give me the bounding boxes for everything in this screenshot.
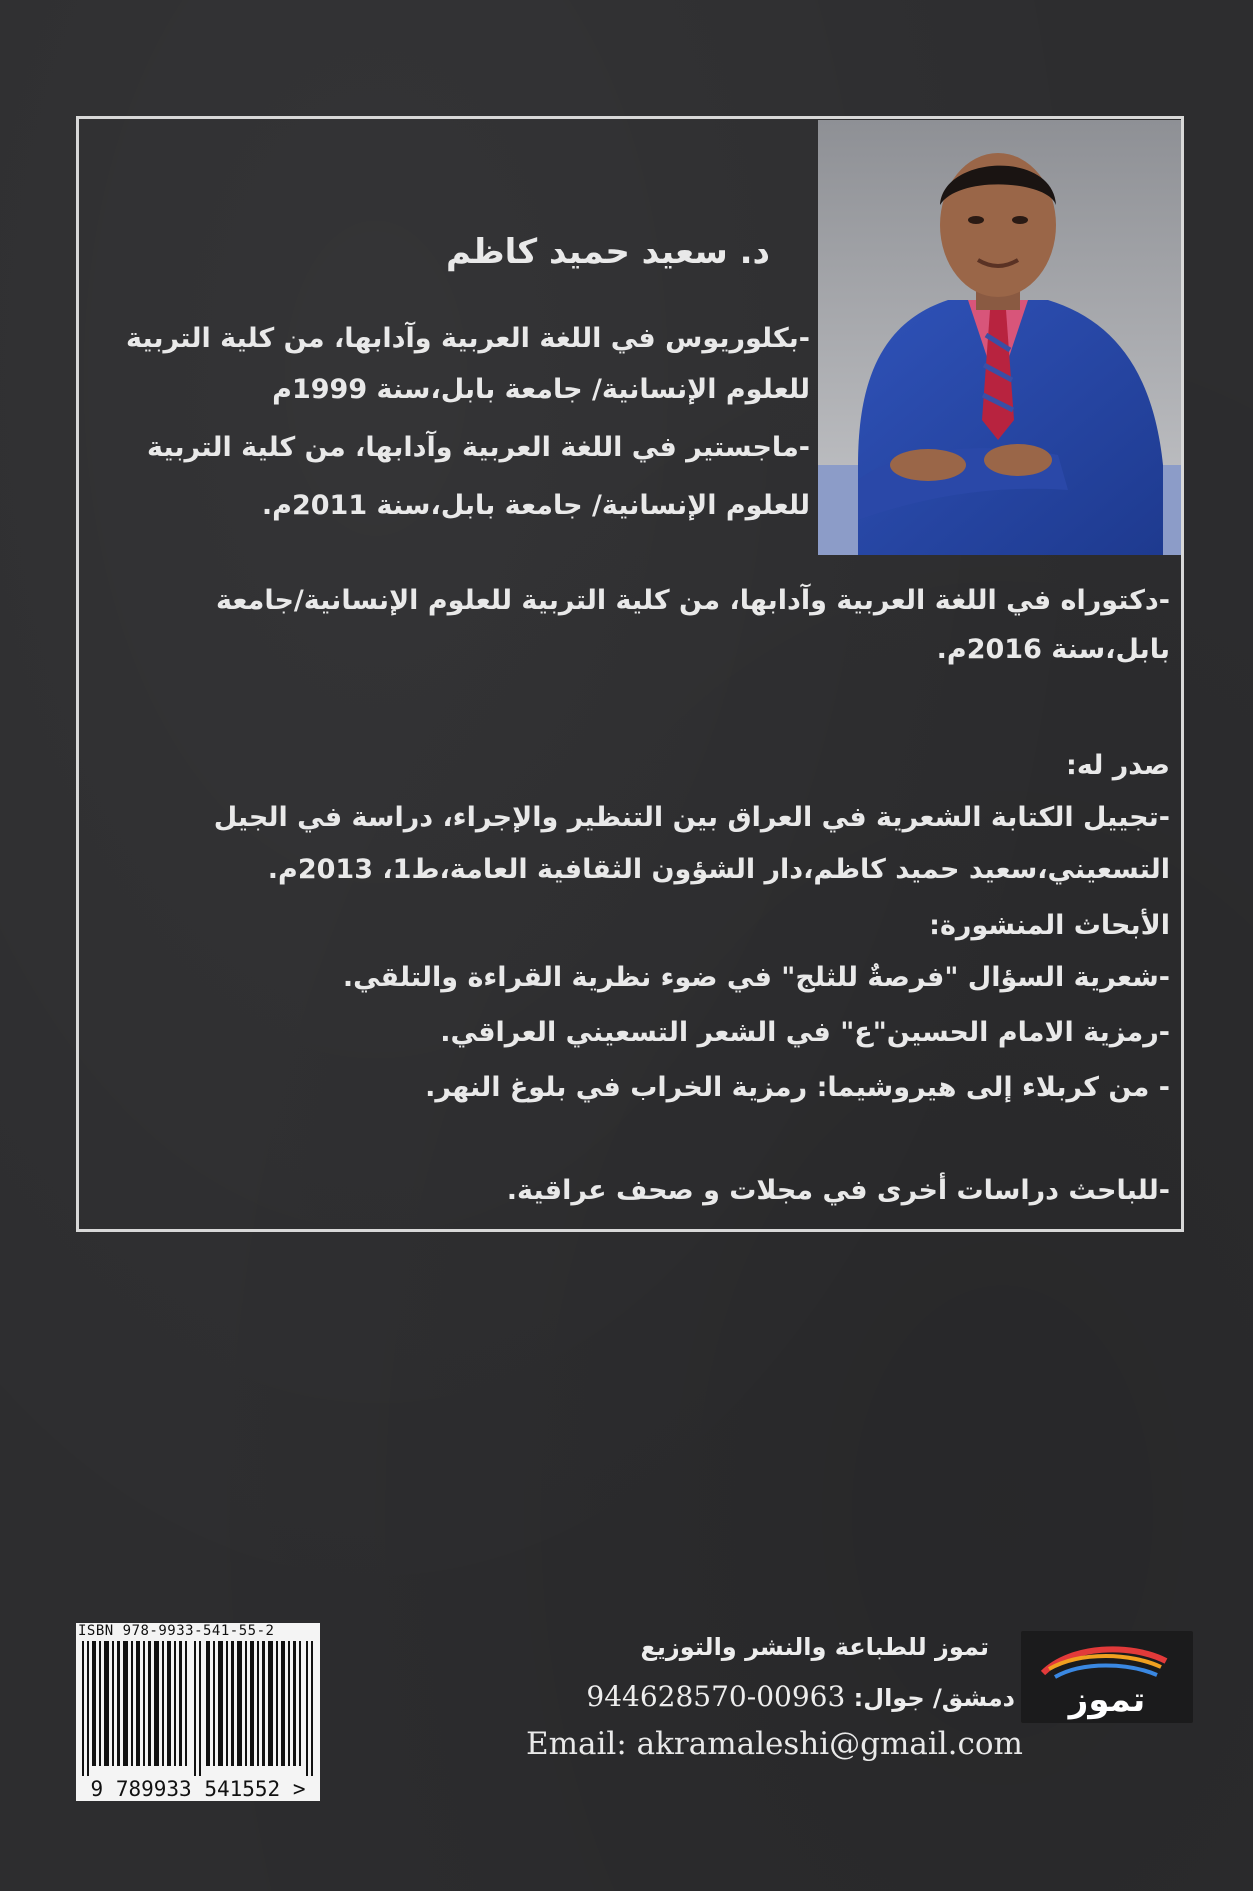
barcode-bars: [82, 1641, 314, 1776]
research-item-2: -رمزية الامام الحسين"ع" في الشعر التسعيني العراقي.: [440, 1017, 1170, 1048]
bachelor-line-2: للعلوم الإنسانية/ جامعة بابل،سنة 1999م: [272, 374, 810, 405]
master-line-1: -ماجستير في اللغة العربية وآدابها، من كلية التربية: [146, 432, 810, 463]
phd-line-2: بابل،سنة 2016م.: [936, 634, 1170, 665]
publisher-name: تموز للطباعة والنشر والتوزيع: [640, 1633, 989, 1661]
author-name: د. سعيد حميد كاظم: [445, 232, 770, 272]
phd-line-1: -دكتوراه في اللغة العربية وآدابها، من كلية التربية للعلوم الإنسانية/جامعة: [216, 585, 1170, 616]
master-line-2: للعلوم الإنسانية/ جامعة بابل،سنة 2011م.: [261, 490, 810, 521]
research-item-1: -شعرية السؤال "فرصةٌ للثلج" في ضوء نظرية القراءة والتلقي.: [342, 962, 1170, 993]
publications-heading: صدر له:: [1066, 750, 1170, 781]
isbn-top-text: ISBN 978-9933-541-55-2: [78, 1623, 275, 1639]
isbn-barcode: [76, 1623, 320, 1801]
isbn-bottom-text: 9 789933 541552 >: [90, 1777, 306, 1801]
phone-label: دمشق/ جوال:: [853, 1684, 1015, 1712]
research-item-3: - من كربلاء إلى هيروشيما: رمزية الخراب في بلوغ النهر.: [425, 1072, 1170, 1103]
research-heading: الأبحاث المنشورة:: [929, 910, 1170, 941]
book-line-1: -تجييل الكتابة الشعرية في العراق بين التنظير والإجراء، دراسة في الجيل: [213, 802, 1170, 833]
phone-number: 00963-944628570: [586, 1680, 846, 1713]
other-studies: -للباحث دراسات أخرى في مجلات و صحف عراقية.: [506, 1175, 1170, 1206]
logo-text: تموز: [1068, 1680, 1146, 1720]
author-photo: [818, 120, 1181, 555]
book-line-2: التسعيني،سعيد حميد كاظم،دار الشؤون الثقافية العامة،ط1، 2013م.: [267, 854, 1170, 885]
bachelor-line-1: -بكلوريوس في اللغة العربية وآدابها، من كلية التربية: [125, 323, 810, 354]
publisher-phone-line: [525, 1680, 1015, 1713]
publisher-logo: [1021, 1631, 1193, 1723]
publisher-email: Email: akramaleshi@gmail.com: [526, 1726, 1023, 1762]
